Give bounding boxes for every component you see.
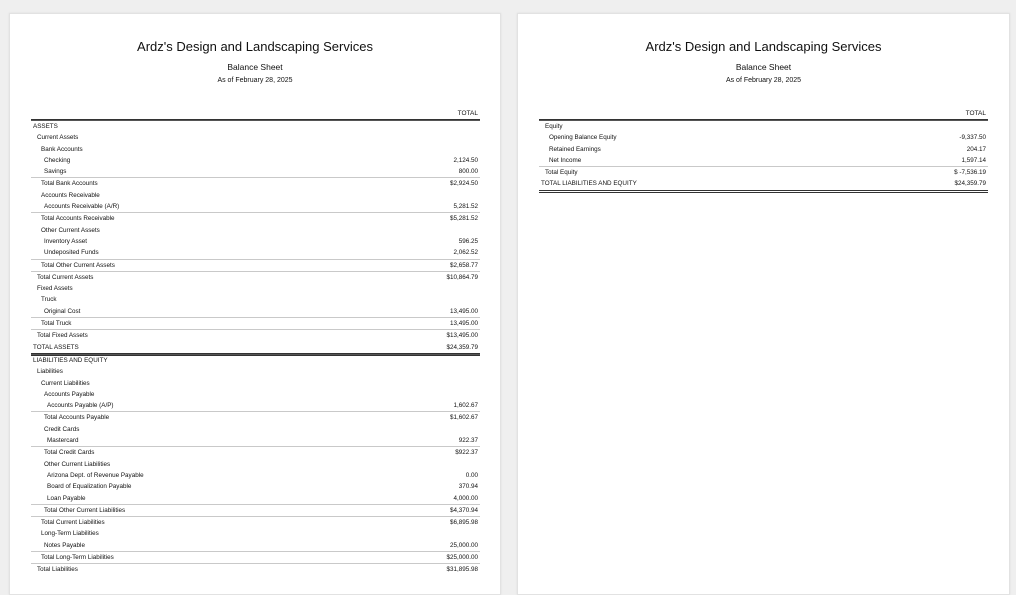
row-label: Total Accounts Receivable [41,215,115,223]
row-label: Total Other Current Assets [41,261,115,269]
row-amount: $5,281.52 [449,215,478,223]
row-amount: $2,658.77 [449,261,478,269]
report-row [539,132,988,143]
row-label: Original Cost [44,307,81,315]
row-label: Credit Cards [44,425,80,433]
row-amount: 25,000.00 [449,541,478,549]
row-amount: $31,895.98 [446,566,478,574]
report-row [31,155,480,166]
company-name: Ardz's Design and Landscaping Services [645,39,882,54]
report-row [31,294,480,305]
report-row [31,378,480,389]
row-label: Total Liabilities [37,566,78,574]
row-label: Fixed Assets [37,285,73,293]
row-amount: 2,124.50 [453,156,478,164]
row-amount: 800.00 [458,168,478,176]
row-amount: $25,000.00 [446,553,478,561]
row-amount: $24,359.79 [954,180,986,188]
row-amount: $4,370.94 [449,506,478,514]
report-row [31,212,480,224]
row-label: Total Current Assets [37,273,94,281]
report-row [539,144,988,155]
row-label: Total Fixed Assets [37,332,88,340]
row-label: Savings [44,168,67,176]
report-row [31,459,480,470]
report-title: Balance Sheet [227,62,283,72]
report-row [539,120,988,132]
row-label: Loan Payable [47,494,86,502]
report-row [31,354,480,366]
report-page-1 [9,13,501,595]
row-amount: 596.25 [458,237,478,245]
row-label: ASSETS [33,123,58,130]
report-title: Balance Sheet [735,62,792,72]
row-amount: 13,495.00 [449,307,478,315]
row-label: Truck [41,296,57,304]
report-row [31,424,480,435]
report-row [31,481,480,492]
row-amount: $6,895.98 [449,519,478,527]
row-label: Board of Equalization Payable [47,483,132,491]
row-label: Accounts Payable [44,390,95,398]
report-row [31,366,480,377]
column-header [539,109,988,120]
report-row [31,551,480,563]
report-row [31,563,480,575]
row-label: Total Equity [545,169,578,177]
row-amount: $1,602.67 [449,414,478,422]
report-row [31,236,480,247]
row-amount: 204.17 [966,145,986,153]
total-column-label: TOTAL [457,110,478,117]
balance-sheet-rows [31,120,480,576]
row-label: Total Other Current Liabilities [44,506,126,514]
total-column-label: TOTAL [965,110,986,117]
row-label: Equity [545,123,563,130]
report-row [31,271,480,283]
row-amount: 1,602.67 [453,402,478,410]
row-label: Arizona Dept. of Revenue Payable [47,471,144,479]
row-label: TOTAL ASSETS [33,343,79,351]
row-amount: $13,495.00 [446,332,478,340]
row-label: Bank Accounts [41,145,83,153]
report-row [31,132,480,143]
report-row [31,504,480,516]
row-label: Net Income [549,156,582,164]
report-row [31,540,480,551]
row-amount: 0.00 [465,471,478,479]
report-row [31,166,480,177]
row-amount: $2,924.50 [449,180,478,188]
row-label: TOTAL LIABILITIES AND EQUITY [541,180,637,188]
report-row [31,201,480,212]
report-row [539,155,988,166]
row-label: Undeposited Funds [44,249,99,257]
row-amount: 922.37 [458,437,478,445]
report-row [31,400,480,411]
row-label: Inventory Asset [44,237,88,245]
report-row [31,247,480,258]
row-label: Notes Payable [44,541,85,549]
report-row [31,528,480,539]
report-row [31,435,480,446]
row-amount: 370.94 [458,483,478,491]
row-label: Total Truck [41,320,72,328]
row-label: Accounts Payable (A/P) [47,402,114,410]
row-amount: -9,337.50 [959,134,986,142]
row-amount: $24,359.79 [446,343,478,351]
row-label: Liabilities [37,368,63,376]
row-label: Total Accounts Payable [44,414,110,422]
report-row [31,516,480,528]
column-header [31,109,480,120]
row-label: Other Current Liabilities [44,460,111,468]
report-row [31,329,480,341]
row-label: Opening Balance Equity [549,134,617,142]
report-row [31,177,480,189]
balance-sheet-rows [539,120,988,191]
row-label: Total Credit Cards [44,449,95,457]
row-label: Long-Term Liabilities [41,530,99,538]
report-page-2 [517,13,1010,595]
report-row [31,411,480,423]
row-amount: $ -7,536.19 [954,169,986,177]
report-row [31,259,480,271]
row-label: Total Long-Term Liabilities [41,553,114,561]
row-label: Accounts Receivable [41,191,100,199]
report-row [31,283,480,294]
row-label: Total Current Liabilities [41,519,105,527]
report-row [31,317,480,329]
report-row [31,470,480,481]
report-date: As of February 28, 2025 [725,77,802,84]
row-label: LIABILITIES AND EQUITY [33,356,108,364]
row-label: Other Current Assets [41,226,100,234]
row-label: Total Bank Accounts [41,180,98,188]
report-date: As of February 28, 2025 [217,77,293,84]
report-row [31,389,480,400]
row-amount: 5,281.52 [453,203,478,211]
report-row [31,144,480,155]
report-row [539,178,988,190]
report-row [31,225,480,236]
company-name: Ardz's Design and Landscaping Services [137,39,373,54]
row-amount: $922.37 [455,449,478,457]
row-label: Retained Earnings [549,145,601,153]
row-label: Current Liabilities [41,379,90,387]
report-row [31,190,480,201]
row-amount: 4,000.00 [453,494,478,502]
report-row [31,306,480,317]
row-amount: $10,864.79 [446,273,478,281]
row-amount: 2,062.52 [453,249,478,257]
report-row [31,120,480,132]
report-row [539,166,988,178]
row-label: Accounts Receivable (A/R) [44,203,120,211]
row-label: Checking [44,156,71,164]
report-row [31,342,480,354]
row-label: Current Assets [37,134,79,142]
row-label: Mastercard [47,437,79,445]
row-amount: 13,495.00 [449,320,478,328]
report-row [31,493,480,504]
report-row [31,446,480,458]
row-amount: 1,597.14 [961,156,986,164]
